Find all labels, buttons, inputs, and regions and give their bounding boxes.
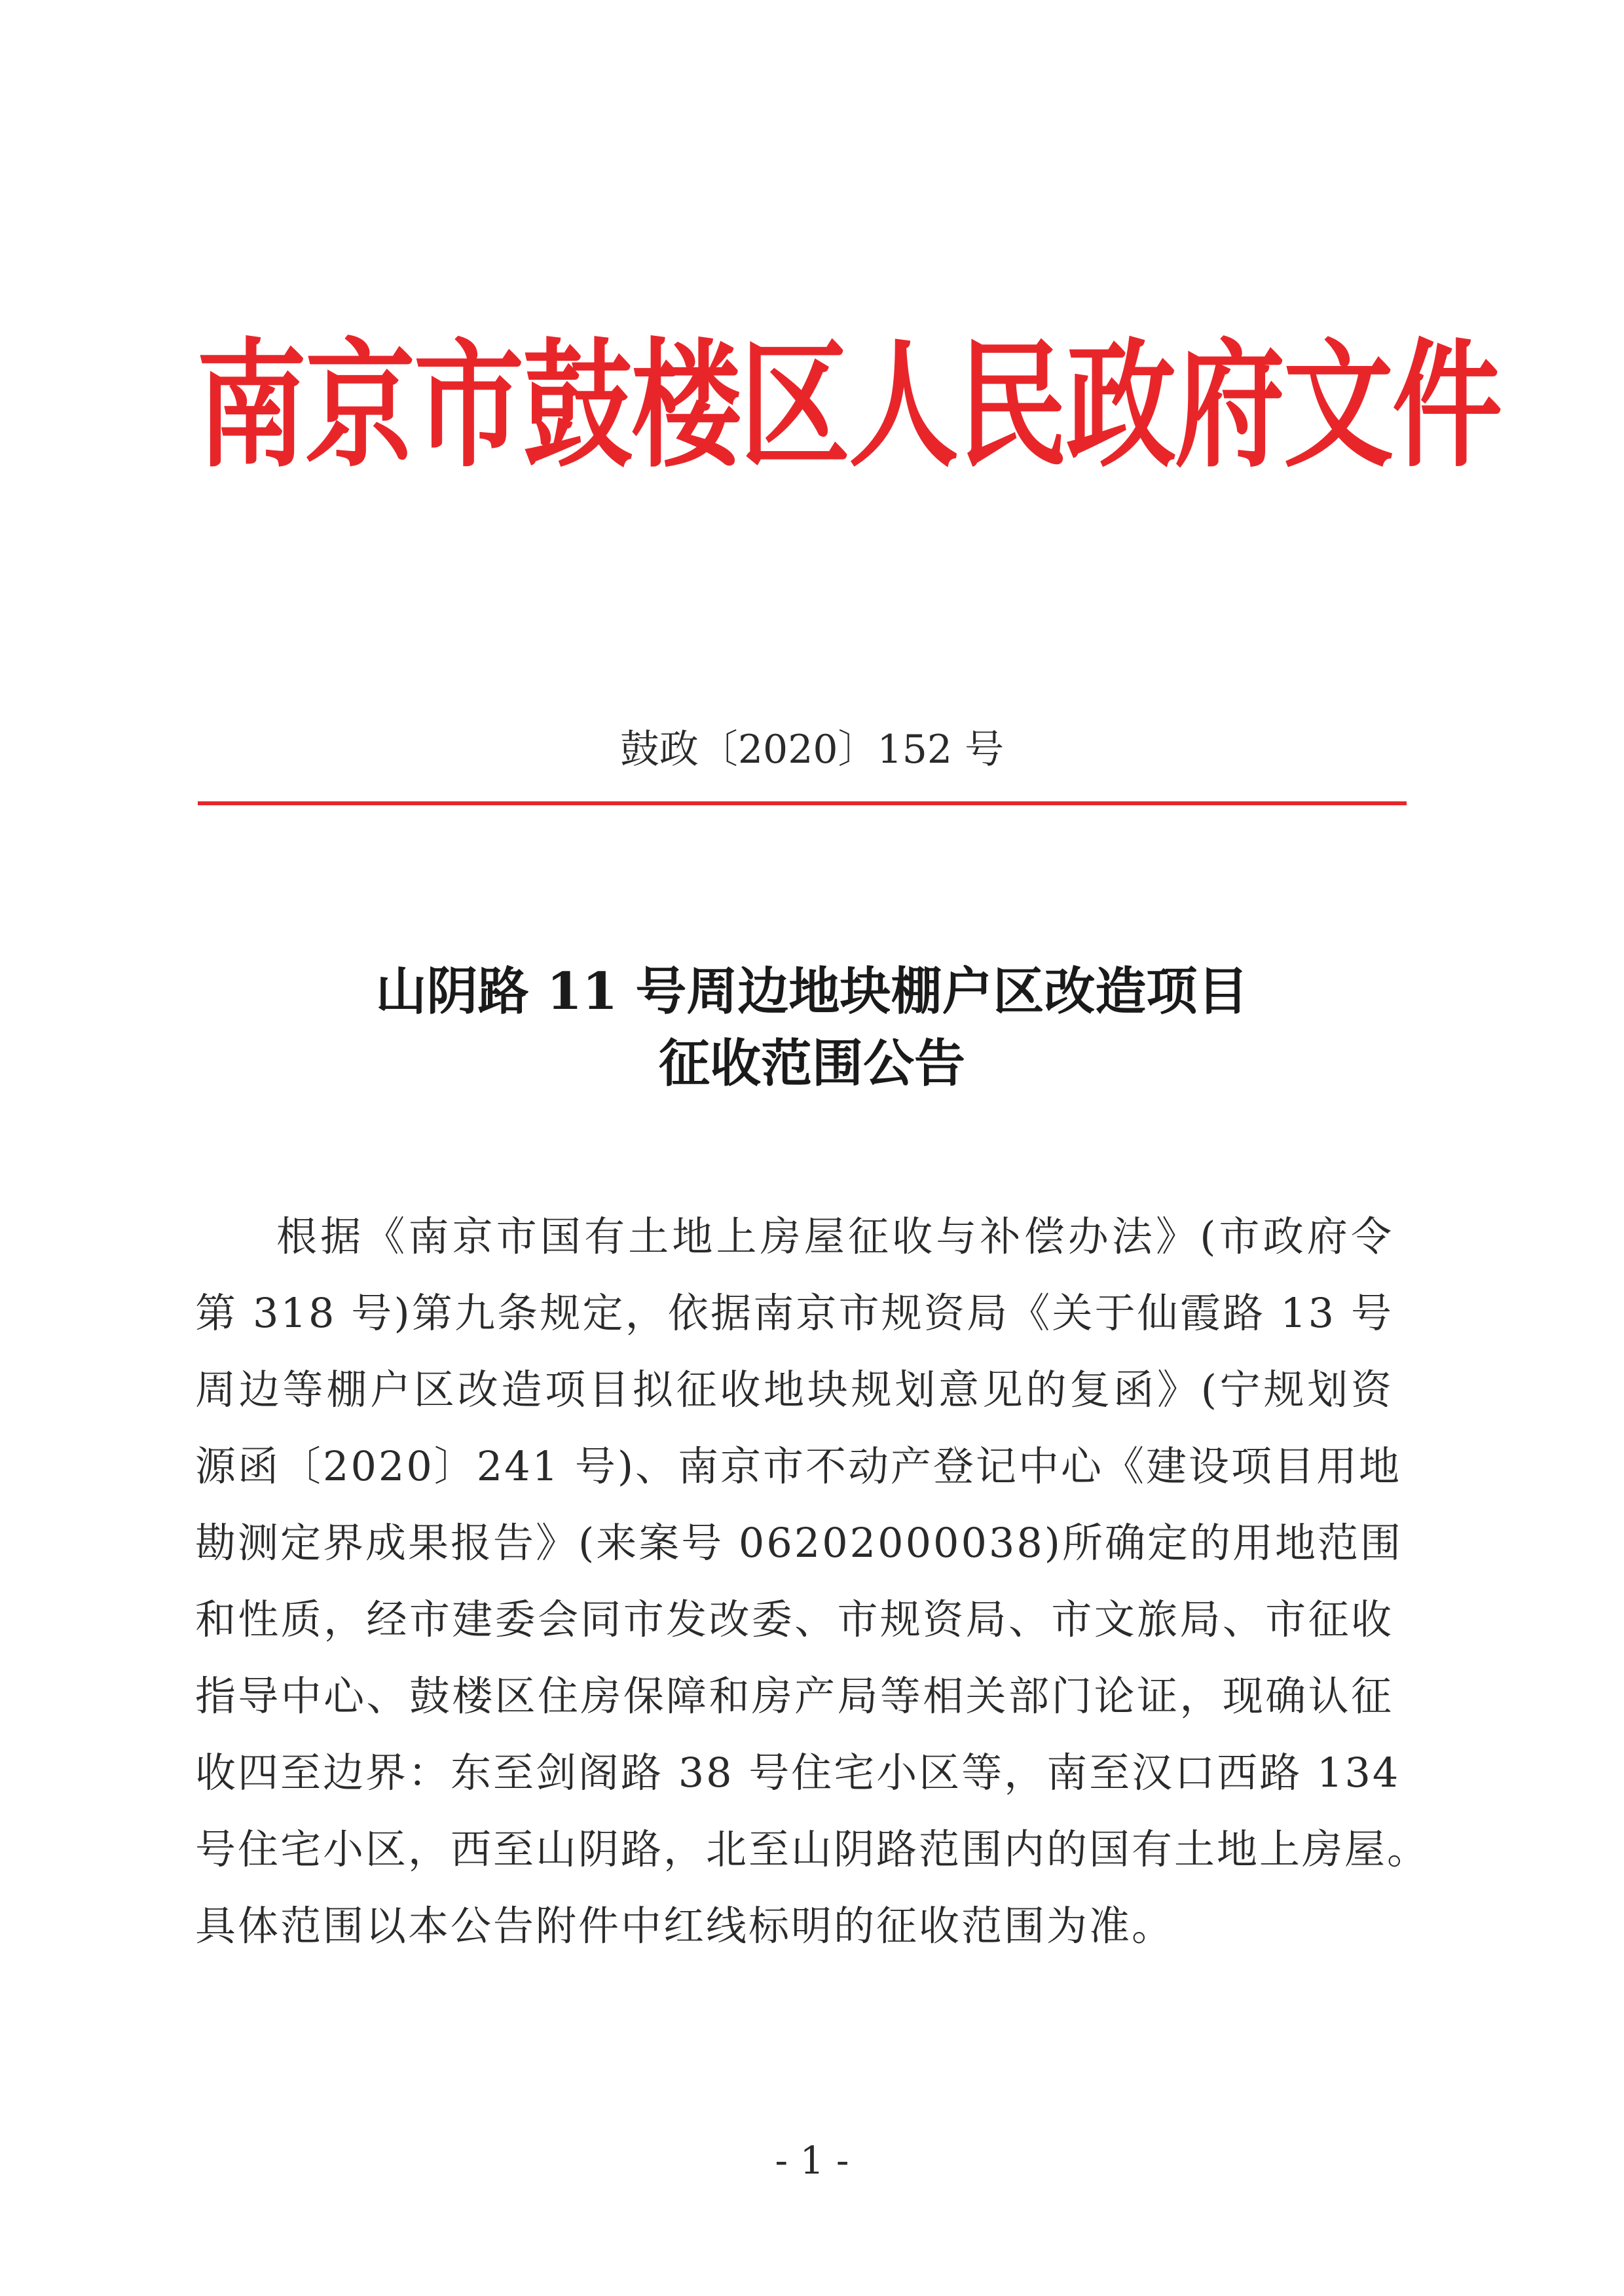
body-line: 和性质，经市建委会同市发改委、市规资局、市文旅局、市征收 <box>195 1595 1393 1643</box>
title-line-1: 山阴路 11 号周边地块棚户区改造项目 <box>375 962 1249 1021</box>
body-line: 号住宅小区，西至山阴路，北至山阴路范围内的国有土地上房屋。 <box>195 1825 1430 1873</box>
body-line: 收四至边界：东至剑阁路 38 号住宅小区等，南至汉口西路 134 <box>195 1749 1401 1796</box>
body-line: 源函〔2020〕241 号)、南京市不动产登记中心《建设项目用地 <box>195 1442 1402 1490</box>
red-divider-rule <box>198 801 1407 805</box>
body-line: 勘测定界成果报告》(来案号 06202000038)所确定的用地范围 <box>195 1519 1403 1567</box>
body-line: 指导中心、鼓楼区住房保障和房产局等相关部门论证，现确认征 <box>195 1672 1393 1720</box>
body-line: 根据《南京市国有土地上房屋征收与补偿办法》(市政府令 <box>276 1212 1393 1260</box>
title-line-2: 征收范围公告 <box>658 1034 965 1093</box>
document-number: 鼓政〔2020〕152 号 <box>619 727 1005 773</box>
announcement-title <box>196 956 1428 1100</box>
body-line: 周边等棚户区改造项目拟征收地块规划意见的复函》(宁规划资 <box>195 1366 1393 1413</box>
body-line: 第 318 号)第九条规定，依据南京市规资局《关于仙霞路 13 号 <box>195 1289 1393 1337</box>
body-line: 具体范围以本公告附件中红线标明的征收范围为准。 <box>195 1902 1175 1950</box>
announcement-body <box>195 1198 1430 1964</box>
page-number: - 1 - <box>775 2138 849 2183</box>
issuer-header: 南京市鼓楼区人民政府文件 <box>196 325 1501 486</box>
